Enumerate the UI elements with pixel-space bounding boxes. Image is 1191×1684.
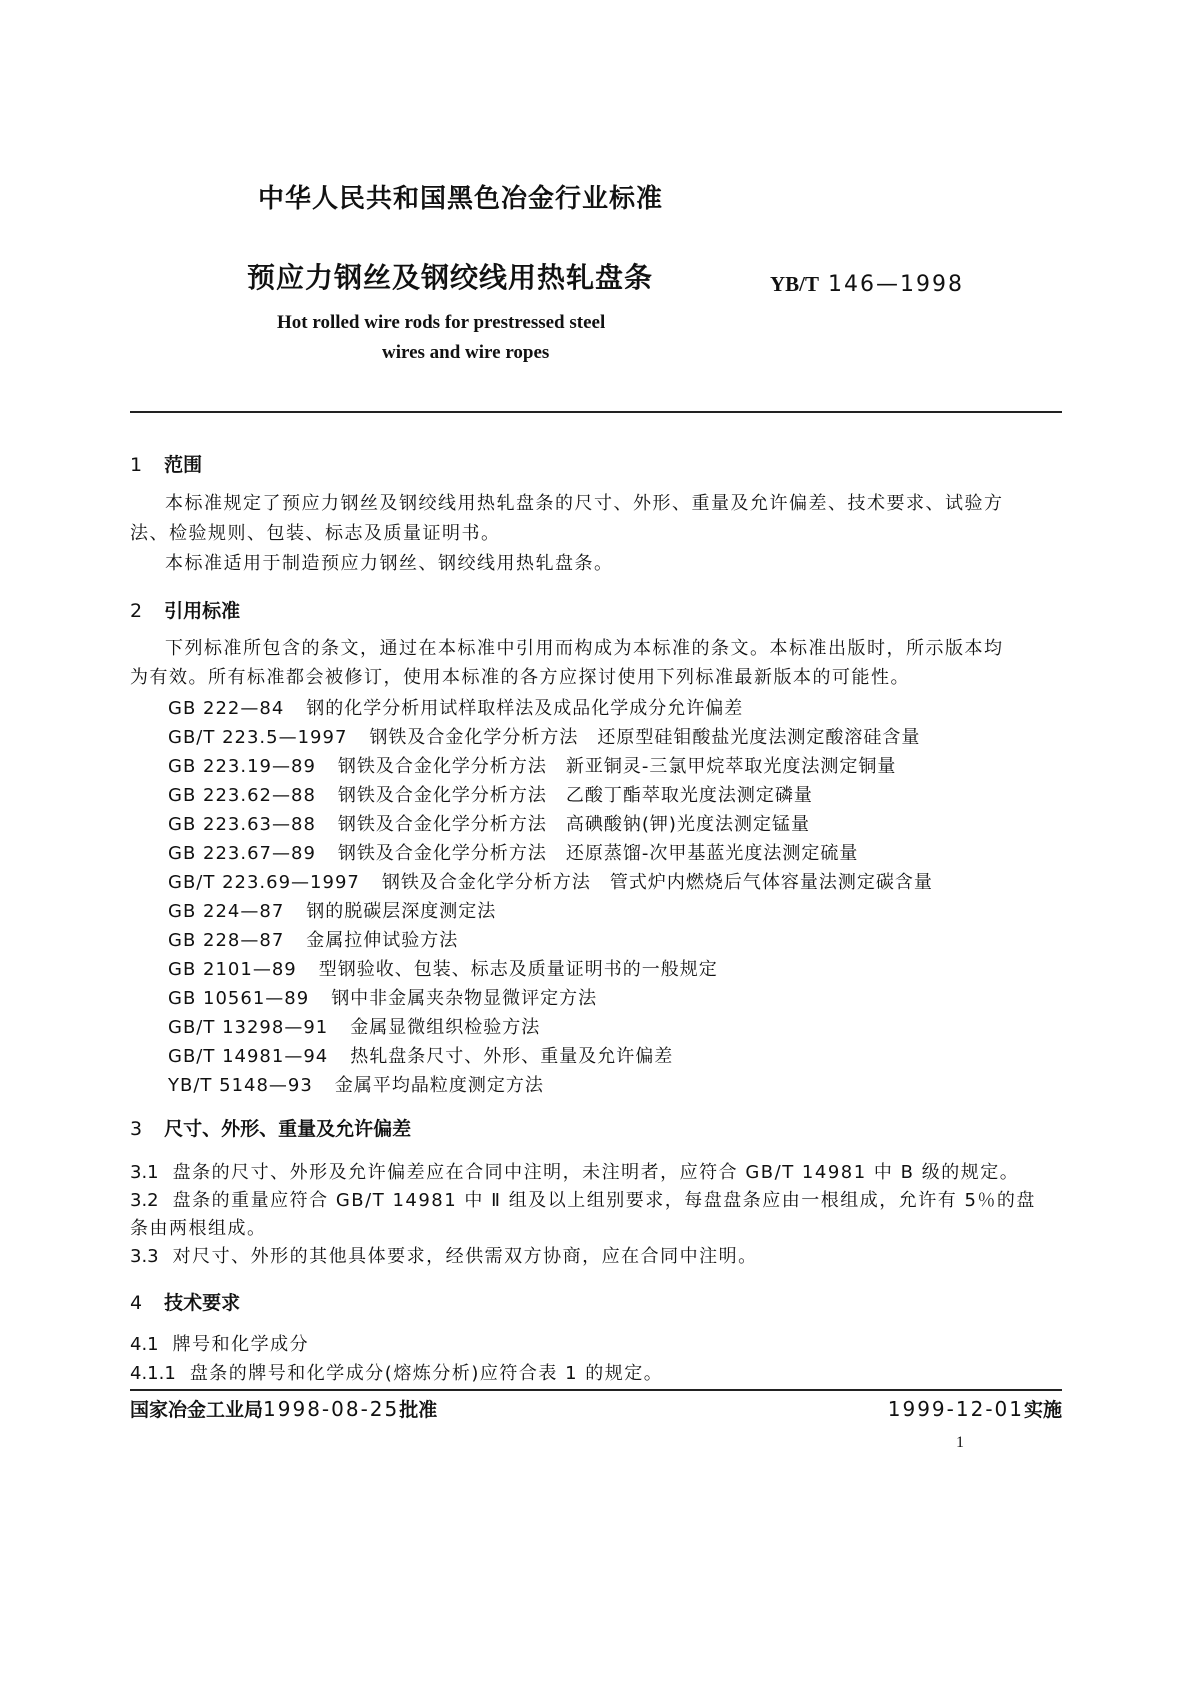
clause-number: 3.2 <box>130 1190 159 1211</box>
reference-item <box>168 781 813 807</box>
approval-suffix: 批准 <box>399 1399 438 1421</box>
clause-number: 4.1.1 <box>130 1363 176 1384</box>
standard-code <box>770 272 964 297</box>
clause-number: 3.1 <box>130 1162 159 1183</box>
clause-4-1 <box>130 1330 309 1356</box>
clause-number: 3.3 <box>130 1246 159 1267</box>
section-title: 尺寸、外形、重量及允许偏差 <box>164 1118 412 1140</box>
section-title: 引用标准 <box>164 600 241 622</box>
reference-code: GB/T 223.5—1997 <box>168 727 348 748</box>
reference-item <box>168 810 810 836</box>
section-1-heading <box>130 450 202 477</box>
reference-item <box>168 1071 544 1097</box>
reference-name: 型钢验收、包装、标志及质量证明书的一般规定 <box>318 959 718 980</box>
standard-category-title: 中华人民共和国黑色冶金行业标准 <box>258 184 664 214</box>
reference-code: GB 2101—89 <box>168 959 297 980</box>
section-2-heading <box>130 596 240 623</box>
reference-code: GB/T 14981—94 <box>168 1046 329 1067</box>
section-3-heading <box>130 1114 411 1141</box>
page-number: 1 <box>956 1434 964 1451</box>
reference-code: GB 228—87 <box>168 930 285 951</box>
section-title: 范围 <box>164 454 203 476</box>
clause-3-1 <box>130 1158 1019 1184</box>
reference-name: 钢铁及合金化学分析方法 还原蒸馏-次甲基蓝光度法测定硫量 <box>337 843 859 864</box>
clause-text: 牌号和化学成分 <box>172 1334 310 1355</box>
reference-name: 金属拉伸试验方法 <box>306 930 459 951</box>
reference-name: 钢中非金属夹杂物显微评定方法 <box>331 988 598 1009</box>
reference-item <box>168 868 933 894</box>
reference-name: 金属显微组织检验方法 <box>350 1017 541 1038</box>
section-number: 2 <box>130 600 143 622</box>
section-1-paragraph-1-line-2: 法、检验规则、包装、标志及质量证明书。 <box>130 523 501 544</box>
reference-name: 金属平均晶粒度测定方法 <box>334 1075 544 1096</box>
section-1-paragraph-1-line-1: 本标准规定了预应力钢丝及钢绞线用热轧盘条的尺寸、外形、重量及允许偏差、技术要求、试验方 <box>165 493 1004 514</box>
reference-code: GB 222—84 <box>168 698 285 719</box>
clause-text: 盘条的牌号和化学成分(熔炼分析)应符合表 1 的规定。 <box>189 1363 664 1384</box>
reference-code: GB 223.62—88 <box>168 785 316 806</box>
document-title: 预应力钢丝及钢绞线用热轧盘条 <box>247 261 654 294</box>
section-2-paragraph-line-2: 为有效。所有标准都会被修订，使用本标准的各方应探讨使用下列标准最新版本的可能性。 <box>130 667 910 688</box>
english-title-line-1: Hot rolled wire rods for prestressed steel <box>277 312 606 333</box>
reference-name: 钢的脱碳层深度测定法 <box>306 901 497 922</box>
standard-prefix: YB/T <box>770 272 820 296</box>
effective-date: 1999-12-01 <box>887 1397 1024 1421</box>
reference-name: 钢的化学分析用试样取样法及成品化学成分允许偏差 <box>306 698 744 719</box>
clause-3-2 <box>130 1186 1036 1212</box>
clause-text: 盘条的重量应符合 GB/T 14981 中 Ⅱ 组及以上组别要求，每盘盘条应由一根组成，允许有 5％的盘 <box>172 1190 1036 1211</box>
clause-3-2-continuation: 条由两根组成。 <box>130 1218 267 1239</box>
section-number: 1 <box>130 454 143 476</box>
clause-text: 盘条的尺寸、外形及允许偏差应在合同中注明，未注明者，应符合 GB/T 14981 中 B 级的规定。 <box>172 1162 1020 1183</box>
standard-number: 146—1998 <box>828 272 964 297</box>
reference-name: 钢铁及合金化学分析方法 管式炉内燃烧后气体容量法测定碳含量 <box>381 872 933 893</box>
reference-item <box>168 723 920 749</box>
reference-code: GB 223.63—88 <box>168 814 316 835</box>
reference-item <box>168 926 458 952</box>
section-1-paragraph-2: 本标准适用于制造预应力钢丝、钢绞线用热轧盘条。 <box>165 553 614 574</box>
reference-item <box>168 1042 673 1068</box>
section-title: 技术要求 <box>164 1292 241 1314</box>
section-number: 3 <box>130 1118 143 1140</box>
clause-number: 4.1 <box>130 1334 159 1355</box>
reference-code: GB 223.67—89 <box>168 843 316 864</box>
approval-date: 1998-08-25 <box>263 1397 400 1421</box>
approval-statement <box>130 1395 437 1422</box>
effective-suffix: 实施 <box>1023 1399 1062 1421</box>
reference-name: 钢铁及合金化学分析方法 还原型硅钼酸盐光度法测定酸溶硅含量 <box>369 727 921 748</box>
effective-statement <box>888 1395 1062 1422</box>
section-4-heading <box>130 1288 240 1315</box>
header-divider <box>130 411 1062 413</box>
section-2-paragraph-line-1: 下列标准所包含的条文，通过在本标准中引用而构成为本标准的条文。本标准出版时，所示版本均 <box>165 638 1004 659</box>
reference-name: 钢铁及合金化学分析方法 高碘酸钠(钾)光度法测定锰量 <box>337 814 810 835</box>
reference-item <box>168 839 858 865</box>
reference-item <box>168 694 743 720</box>
clause-text: 对尺寸、外形的其他具体要求，经供需双方协商，应在合同中注明。 <box>172 1246 758 1267</box>
reference-name: 钢铁及合金化学分析方法 新亚铜灵-三氯甲烷萃取光度法测定铜量 <box>337 756 897 777</box>
reference-code: GB/T 223.69—1997 <box>168 872 360 893</box>
reference-name: 钢铁及合金化学分析方法 乙酸丁酯萃取光度法测定磷量 <box>337 785 813 806</box>
clause-4-1-1 <box>130 1359 663 1385</box>
reference-code: GB 223.19—89 <box>168 756 316 777</box>
reference-item <box>168 955 718 981</box>
section-number: 4 <box>130 1292 143 1314</box>
reference-code: YB/T 5148—93 <box>168 1075 313 1096</box>
reference-code: GB 10561—89 <box>168 988 310 1009</box>
approving-authority: 国家冶金工业局 <box>130 1399 264 1421</box>
clause-3-3 <box>130 1242 758 1268</box>
reference-item <box>168 984 597 1010</box>
footer-divider <box>130 1389 1062 1391</box>
english-title-line-2: wires and wire ropes <box>382 342 550 363</box>
reference-code: GB/T 13298—91 <box>168 1017 329 1038</box>
reference-item <box>168 1013 540 1039</box>
reference-name: 热轧盘条尺寸、外形、重量及允许偏差 <box>350 1046 674 1067</box>
reference-code: GB 224—87 <box>168 901 285 922</box>
reference-item <box>168 752 896 778</box>
reference-item <box>168 897 496 923</box>
